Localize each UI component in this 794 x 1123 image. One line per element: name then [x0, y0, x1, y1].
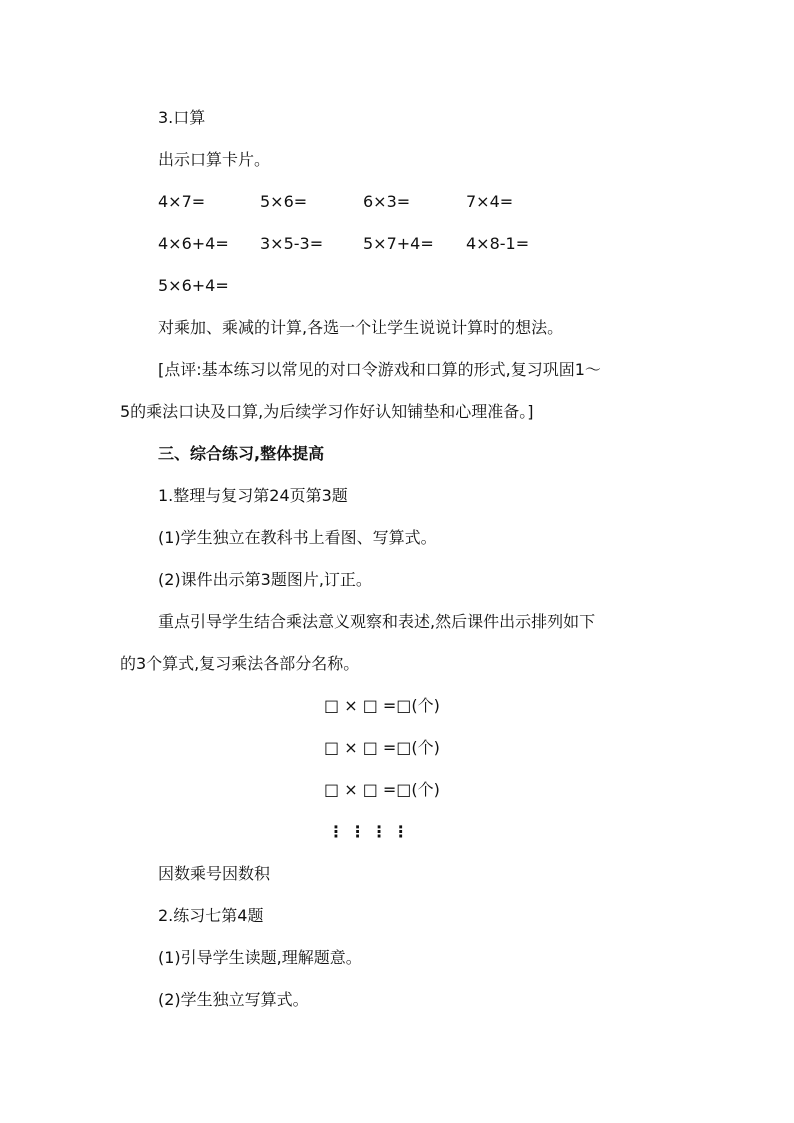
oral-calc-item: 7×4=: [466, 192, 514, 211]
dots-text: ⋮ ⋮ ⋮ ⋮: [328, 822, 409, 841]
oral-calc-item: 4×7=: [158, 192, 206, 211]
oral-calc-row-3: [0, 276, 794, 296]
oral-calc-row-1: [0, 192, 794, 212]
oral-calc-item: 5×7+4=: [363, 234, 434, 253]
comment-line-2: 5的乘法口诀及口算,为后续学习作好认知铺垫和心理准备。]: [120, 402, 534, 421]
oral-calc-item: 4×6+4=: [158, 234, 229, 253]
guide-line-2: 的3个算式,复习乘法各部分名称。: [120, 654, 360, 673]
item-2-step-2: (2)学生独立写算式。: [158, 990, 309, 1009]
part-names: 因数乘号因数积: [158, 864, 271, 883]
part-heading: 三、综合练习,整体提高: [158, 444, 325, 463]
oral-calc-item: 5×6=: [260, 192, 308, 211]
instruction-text: 对乘加、乘减的计算,各选一个让学生说说计算时的想法。: [158, 318, 564, 337]
intro-text: 出示口算卡片。: [158, 150, 271, 169]
formula-text: □ × □ =□(个): [324, 780, 440, 799]
item-2-title: 2.练习七第4题: [158, 906, 264, 925]
item-1-step-1: (1)学生独立在教科书上看图、写算式。: [158, 528, 437, 547]
item-2-step-1: (1)引导学生读题,理解题意。: [158, 948, 362, 967]
comment-line-1: [点评:基本练习以常见的对口令游戏和口算的形式,复习巩固1～: [158, 360, 601, 379]
oral-calc-item: 6×3=: [363, 192, 411, 211]
section-title: 3.口算: [158, 108, 206, 127]
formula-text: □ × □ =□(个): [324, 696, 440, 715]
oral-calc-item: 3×5-3=: [260, 234, 324, 253]
oral-calc-row-2: [0, 234, 794, 254]
oral-calc-item: 4×8-1=: [466, 234, 530, 253]
oral-calc-item: 5×6+4=: [158, 276, 229, 295]
guide-line-1: 重点引导学生结合乘法意义观察和表述,然后课件出示排列如下: [158, 612, 596, 631]
item-1-step-2: (2)课件出示第3题图片,订正。: [158, 570, 372, 589]
item-1-title: 1.整理与复习第24页第3题: [158, 486, 348, 505]
formula-text: □ × □ =□(个): [324, 738, 440, 757]
